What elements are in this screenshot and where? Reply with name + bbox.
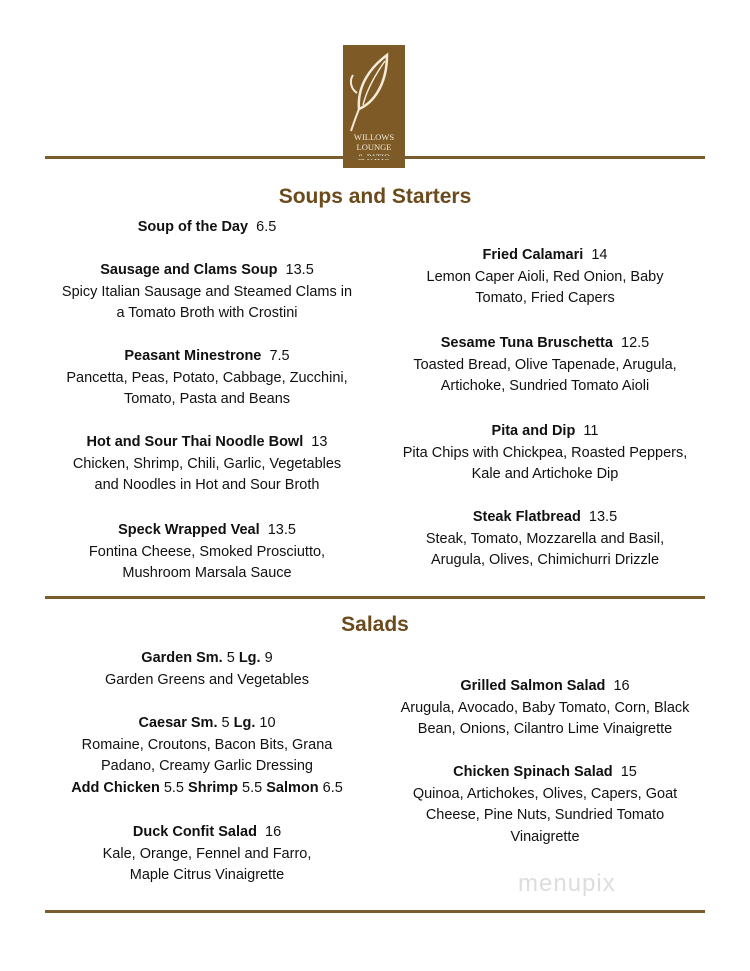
item-description: Kale, Orange, Fennel and Farro, — [102, 845, 312, 862]
item-name: Sausage and Clams Soup — [100, 262, 278, 278]
item-price: 14 — [591, 247, 608, 263]
item-description: Fontina Cheese, Smoked Prosciutto, — [88, 543, 326, 560]
item-description: Steak, Tomato, Mozzarella and Basil, — [425, 530, 665, 547]
item-description: Arugula, Avocado, Baby Tomato, Corn, Black — [400, 699, 690, 716]
item-description: and Noodles in Hot and Sour Broth — [94, 477, 320, 493]
item-price: 12.5 — [621, 335, 650, 351]
menu-item-duck-confit — [37, 822, 377, 887]
divider — [45, 156, 705, 159]
size-label: Sm. — [196, 650, 223, 666]
menu-item — [375, 507, 715, 572]
addon-price: 5.5 — [163, 779, 185, 796]
divider — [45, 910, 705, 913]
logo-line: WILLOWS — [353, 132, 395, 142]
item-name: Speck Wrapped Veal — [118, 522, 260, 538]
item-name: Peasant Minestrone — [124, 348, 262, 364]
item-description: Bean, Onions, Cilantro Lime Vinaigrette — [417, 721, 673, 737]
item-description: Tomato, Fried Capers — [475, 290, 615, 306]
item-name: Caesar — [138, 715, 187, 731]
watermark: menupix — [518, 870, 616, 897]
item-name: Chicken Spinach Salad — [453, 764, 613, 780]
item-description: Romaine, Croutons, Bacon Bits, Grana — [81, 736, 333, 753]
item-price: 13.5 — [285, 262, 314, 278]
size-label: Lg. — [233, 715, 256, 731]
item-price: 7.5 — [269, 348, 290, 364]
logo-line: LOUNGE — [356, 142, 392, 152]
section-title-soups: Soups and Starters — [278, 185, 472, 208]
restaurant-logo — [343, 45, 405, 168]
menu-item — [37, 260, 377, 325]
item-name: Garden — [141, 650, 193, 666]
item-description: Cheese, Pine Nuts, Sundried Tomato — [425, 807, 665, 823]
menu-item — [37, 432, 377, 497]
menu-item-caesar — [37, 713, 377, 799]
section-title-salads: Salads — [341, 613, 409, 636]
menu-item — [375, 245, 715, 310]
item-price: 16 — [613, 678, 630, 694]
item-price: 5 — [221, 715, 230, 731]
item-price: 13.5 — [267, 522, 296, 538]
item-name: Sesame Tuna Bruschetta — [440, 335, 613, 351]
addon-price: 6.5 — [322, 779, 343, 796]
item-description: Lemon Caper Aioli, Red Onion, Baby — [426, 268, 664, 285]
menu-item-chicken-spinach — [375, 762, 715, 848]
item-description: Tomato, Pasta and Beans — [123, 391, 291, 407]
menu-item — [375, 333, 715, 398]
menu-item-garden — [37, 648, 377, 691]
item-name: Hot and Sour Thai Noodle Bowl — [86, 434, 304, 450]
item-price: 13 — [311, 434, 328, 450]
item-price: 6.5 — [256, 219, 277, 235]
item-description: Garden Greens and Vegetables — [105, 671, 309, 688]
item-price: 16 — [265, 824, 282, 840]
item-description: Artichoke, Sundried Tomato Aioli — [440, 378, 650, 394]
item-description: Vinaigrette — [510, 828, 580, 845]
addon-label: Add Chicken — [71, 779, 160, 796]
divider — [45, 596, 705, 599]
item-description: Toasted Bread, Olive Tapenade, Arugula, — [413, 356, 677, 373]
item-description: Pancetta, Peas, Potato, Cabbage, Zucchini, — [66, 369, 348, 386]
size-label: Sm. — [190, 715, 218, 731]
item-description: Spicy Italian Sausage and Steamed Clams in — [61, 283, 353, 300]
addon-label: Shrimp — [188, 779, 238, 796]
item-description: Padano, Creamy Garlic Dressing — [101, 758, 313, 774]
item-description: Kale and Artichoke Dip — [471, 466, 619, 482]
item-price: 13.5 — [588, 509, 618, 525]
menu-item-grilled-salmon — [375, 676, 715, 741]
item-price: 10 — [259, 715, 276, 731]
item-name: Steak Flatbread — [472, 509, 581, 525]
addon-price: 5.5 — [242, 779, 263, 796]
item-description: a Tomato Broth with Crostini — [116, 305, 298, 321]
item-description: Maple Citrus Vinaigrette — [129, 867, 285, 883]
leaf-icon — [343, 45, 405, 135]
item-description: Arugula, Olives, Chimichurri Drizzle — [430, 552, 660, 568]
menu-item — [37, 346, 377, 411]
addons — [37, 778, 377, 800]
item-price: 9 — [264, 650, 273, 666]
item-name: Duck Confit Salad — [132, 824, 257, 840]
item-price: 11 — [583, 423, 599, 439]
item-name: Grilled Salmon Salad — [460, 678, 606, 694]
item-name: Soup of the Day — [137, 219, 249, 235]
item-description: Chicken, Shrimp, Chili, Garlic, Vegetables — [72, 455, 342, 472]
menu-item — [37, 217, 377, 239]
item-name: Pita and Dip — [491, 423, 576, 439]
item-price: 15 — [620, 764, 637, 780]
item-description: Mushroom Marsala Sauce — [122, 565, 292, 581]
menu-item — [37, 520, 377, 585]
addon-label: Salmon — [266, 779, 319, 796]
item-description: Pita Chips with Chickpea, Roasted Peppers, — [402, 444, 688, 461]
size-label: Lg. — [238, 650, 261, 666]
item-description: Quinoa, Artichokes, Olives, Capers, Goat — [412, 785, 678, 802]
item-price: 5 — [226, 650, 235, 666]
item-name: Fried Calamari — [482, 247, 584, 263]
menu-item — [375, 421, 715, 486]
